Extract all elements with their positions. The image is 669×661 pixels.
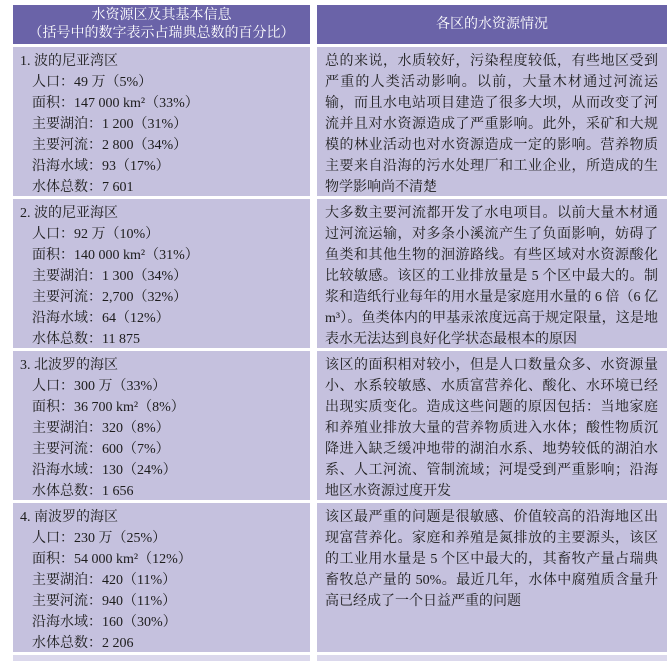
stat-coastal-waters: 沿海水域：160（30%） [32, 615, 177, 630]
header-right-title: 各区的水资源情况 [436, 16, 548, 32]
stat-population: 人口：92 万（10%） [32, 227, 160, 242]
header-left-line1: 水资源区及其基本信息 [91, 7, 232, 23]
table-row-2-info-cell [13, 199, 310, 348]
table-row-4-description-cell: 该区最严重的问题是很敏感、价值较高的沿海地区出现富营养化。家庭和养殖是氮排放的主要源头，该区的工业用水量是 5 个区中最大的，其畜牧产量占瑞典畜牧总产量的 50%。最近几年，水体中腐殖质含量升高已经成了一个日益严重的问题 [317, 503, 667, 652]
stat-population: 人口：300 万（33%） [32, 379, 167, 394]
stat-total-water-bodies: 水体总数：7 601 [32, 180, 134, 195]
table-row-1-description-cell: 总的来说，水质较好，污染程度较低，有些地区受到严重的人类活动影响。以前，大量木材通过河流运输，而且水电站项目建造了很多大坝，从而改变了河流并且对水资源造成了严重影响。此外，采矿和大规模的林业活动也对水资源造成一定的影响。营养物质主要来自沿海的污水处理厂和工业企业，所造成的生物学影响尚不清楚 [317, 47, 667, 196]
stat-major-rivers: 主要河流：600（7%） [32, 442, 170, 457]
header-cell-water-situation [317, 5, 667, 44]
stat-major-rivers: 主要河流：2 800（34%） [32, 138, 188, 153]
table-row-5-partial-description-cell [317, 655, 667, 661]
table-row-1-info-cell [13, 47, 310, 196]
region-title: 4. 南波罗的海区 [20, 510, 118, 525]
stat-population: 人口：49 万（5%） [32, 75, 153, 90]
table-row-5-partial-info-cell [13, 655, 310, 661]
stat-area: 面积：140 000 km²（31%） [32, 248, 199, 263]
stat-coastal-waters: 沿海水域：93（17%） [32, 159, 170, 174]
header-cell-region-info [13, 5, 310, 44]
stat-coastal-waters: 沿海水域：64（12%） [32, 311, 170, 326]
stat-major-lakes: 主要湖泊：1 300（34%） [32, 269, 188, 284]
stat-total-water-bodies: 水体总数：1 656 [32, 484, 134, 499]
stat-population: 人口：230 万（25%） [32, 531, 167, 546]
stat-major-lakes: 主要湖泊：320（8%） [32, 421, 170, 436]
header-left-line2: （括号中的数字表示占瑞典总数的百分比） [28, 25, 295, 41]
stat-area: 面积：147 000 km²（33%） [32, 96, 199, 111]
stat-major-lakes: 主要湖泊：1 200（31%） [32, 117, 188, 132]
stat-coastal-waters: 沿海水域：130（24%） [32, 463, 177, 478]
stat-major-rivers: 主要河流：940（11%） [32, 594, 177, 609]
stat-major-lakes: 主要湖泊：420（11%） [32, 573, 177, 588]
stat-area: 面积：54 000 km²（12%） [32, 552, 192, 567]
stat-major-rivers: 主要河流：2,700（32%） [32, 290, 188, 305]
region-title: 3. 北波罗的海区 [20, 358, 118, 373]
table-row-4-info-cell [13, 503, 310, 652]
region-title: 1. 波的尼亚湾区 [20, 54, 118, 69]
stat-total-water-bodies: 水体总数：11 875 [32, 332, 140, 347]
table-row-3-description-cell: 该区的面积相对较小，但是人口数量众多、水资源量小、水系较敏感、水质富营养化、酸化、水环境已经出现实质变化。造成这些问题的原因包括：当地家庭和养殖业排放大量的营养物质进入水体；酸性物质沉降进入缺乏缓冲地带的湖泊水系、地势较低的湖泊水系、人工河流、管制流域；河堤受到严重影响；沿海地区水资源过度开发 [317, 351, 667, 500]
stat-total-water-bodies: 水体总数：2 206 [32, 636, 134, 651]
table-row-2-description-cell: 大多数主要河流都开发了水电项目。以前大量木材通过河流运输，对多条小溪流产生了负面影响，妨碍了鱼类和其他生物的洄游路线。有些区域对水资源酸化比较敏感。该区的工业排放量是 5 个区中最大的。制浆和造纸行业每年的用水量是家庭用水量的 6 倍（6 亿 m³）。鱼类体内的甲基汞浓度远高于规定限量，这是地表水无法达到良好化学状态最根本的原因 [317, 199, 667, 348]
water-resources-table [13, 5, 667, 661]
region-title: 2. 波的尼亚海区 [20, 206, 118, 221]
table-row-3-info-cell [13, 351, 310, 500]
stat-area: 面积：36 700 km²（8%） [32, 400, 185, 415]
